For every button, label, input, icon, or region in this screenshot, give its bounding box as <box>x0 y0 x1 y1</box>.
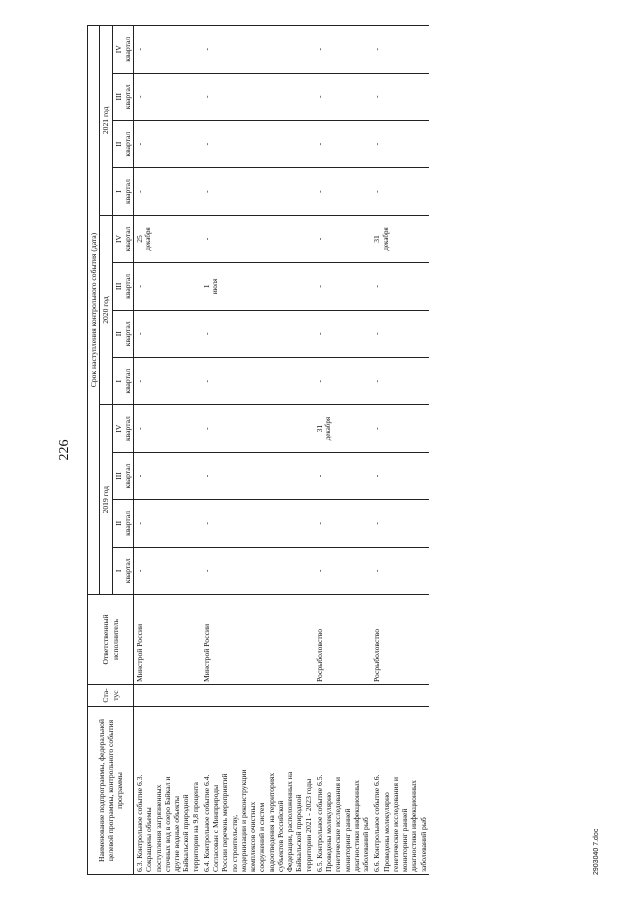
quarter-word: квартал <box>122 510 132 536</box>
cell-value: - <box>201 142 211 146</box>
quarter-cell <box>201 500 314 547</box>
cell-value: - <box>314 285 324 288</box>
event-executor: Росрыболовство <box>314 595 372 685</box>
page-number: 226 <box>57 439 72 461</box>
cell-value: 1 <box>201 284 211 289</box>
cell-month: декабря <box>144 227 153 251</box>
table-body <box>134 26 429 875</box>
quarter-numeral: IV <box>113 424 123 433</box>
quarter-cell <box>134 26 201 74</box>
header-quarter <box>112 500 134 547</box>
cell-value: - <box>135 474 144 478</box>
quarter-cell <box>134 310 201 357</box>
header-quarter <box>112 73 134 120</box>
event-executor: Росрыболовство <box>371 595 429 685</box>
cell-value: - <box>372 285 382 288</box>
quarter-cell <box>134 452 201 499</box>
quarter-word: квартал <box>122 84 132 110</box>
quarter-word: квартал <box>122 179 132 204</box>
quarter-word: квартал <box>122 558 132 584</box>
quarter-cell <box>314 310 372 357</box>
quarter-word: квартал <box>122 131 132 157</box>
quarter-cell <box>314 73 372 120</box>
quarter-numeral: III <box>113 282 123 291</box>
quarter-cell <box>201 547 314 594</box>
cell-value: - <box>372 48 382 51</box>
header-year-2019: 2019 год <box>100 405 112 595</box>
quarter-cell <box>201 168 314 215</box>
quarter-cell <box>134 168 201 215</box>
cell-value: - <box>135 569 144 573</box>
quarter-cell <box>371 547 429 594</box>
quarter-cell <box>134 73 201 120</box>
event-status <box>314 685 372 707</box>
quarter-numeral: IV <box>113 45 123 54</box>
cell-value: - <box>314 237 324 241</box>
event-executor: Минстрой России <box>134 595 201 685</box>
quarter-cell <box>371 120 429 167</box>
quarter-cell <box>371 500 429 547</box>
cell-value: - <box>135 522 144 525</box>
quarter-cell <box>201 26 314 74</box>
header-quarter <box>112 26 134 74</box>
cell-value: - <box>135 379 144 383</box>
cell-value: - <box>314 474 324 478</box>
quarter-word: квартал <box>122 36 132 62</box>
quarter-cell <box>371 263 429 310</box>
cell-value: - <box>201 522 211 525</box>
quarter-cell <box>371 357 429 404</box>
quarter-cell <box>371 26 429 74</box>
quarter-numeral: I <box>113 190 123 193</box>
cell-value: - <box>372 474 382 478</box>
cell-value: 25 <box>135 235 144 243</box>
cell-value: - <box>135 95 144 98</box>
quarter-cell <box>134 215 201 262</box>
cell-value: - <box>372 142 382 146</box>
cell-value: - <box>201 379 211 383</box>
cell-value: - <box>314 569 324 573</box>
quarter-cell <box>134 263 201 310</box>
header-quarter <box>112 120 134 167</box>
quarter-word: квартал <box>122 463 132 489</box>
cell-value: - <box>372 379 382 383</box>
header-status: Ста-тус <box>88 685 134 707</box>
event-status <box>201 685 314 707</box>
table-row <box>314 26 372 875</box>
quarter-cell <box>314 357 372 404</box>
cell-value: - <box>201 474 211 478</box>
cell-value: - <box>372 427 382 430</box>
cell-value: - <box>135 427 144 430</box>
header-quarter <box>112 357 134 404</box>
quarter-numeral: IV <box>113 234 123 243</box>
header-year-2021: 2021 год <box>100 26 112 216</box>
quarter-cell <box>314 263 372 310</box>
quarter-numeral: II <box>113 331 123 337</box>
document-page <box>53 25 600 875</box>
quarter-cell <box>201 120 314 167</box>
header-quarter <box>112 547 134 594</box>
quarter-numeral: I <box>113 379 123 383</box>
header-quarter <box>112 310 134 357</box>
quarter-cell <box>201 452 314 499</box>
cell-value: - <box>372 569 382 573</box>
quarter-word: квартал <box>122 273 132 299</box>
quarter-cell <box>314 500 372 547</box>
quarter-cell <box>134 120 201 167</box>
header-deadline: Срок наступления контрольного события (дата) <box>88 26 100 595</box>
header-quarter <box>112 168 134 215</box>
quarter-cell <box>371 452 429 499</box>
quarter-cell <box>314 547 372 594</box>
header-executor: Ответственный исполнитель <box>88 595 134 685</box>
quarter-cell <box>314 26 372 74</box>
cell-value: - <box>201 427 211 430</box>
quarter-word: квартал <box>122 368 132 394</box>
table-row <box>371 26 429 875</box>
header-row-1 <box>88 26 100 875</box>
header-quarter <box>112 215 134 262</box>
quarter-cell <box>134 500 201 547</box>
cell-value: - <box>314 190 324 193</box>
cell-value: - <box>201 237 211 241</box>
quarter-cell <box>371 73 429 120</box>
quarter-cell <box>134 405 201 452</box>
quarter-word: квартал <box>122 321 132 347</box>
table-row <box>201 26 314 875</box>
cell-value: - <box>314 48 324 51</box>
cell-value: - <box>372 95 382 98</box>
quarter-numeral: II <box>113 141 123 147</box>
cell-value: - <box>372 522 382 525</box>
quarter-cell <box>371 215 429 262</box>
quarter-cell <box>201 263 314 310</box>
quarter-numeral: III <box>113 92 123 101</box>
quarter-cell <box>201 357 314 404</box>
event-name: 6.3. Контрольное событие 6.3. Сокращены объемы поступления загрязненных сточных вод в озеро Байкал и другие водные объекты Байкальской природной территории на 9,8 процента <box>134 707 201 875</box>
quarter-cell <box>371 310 429 357</box>
quarter-cell <box>371 168 429 215</box>
cell-value: - <box>201 569 211 573</box>
cell-value: 31 <box>372 235 382 243</box>
event-status <box>134 685 201 707</box>
cell-value: - <box>314 95 324 98</box>
event-name: 6.5. Контрольное событие 6.5. Проведены молекулярно генетические исследования и мониторинг ранней диагностики инфекционных заболеваний рыб <box>314 707 372 875</box>
cell-value: - <box>372 332 382 336</box>
event-name: 6.4. Контрольное событие 6.4. Согласован с Минприроды России перечень мероприятий по строительству, модернизации и реконструкции комплексов очистных сооружений и систем водоотведения на территориях субъектов Российской Федерации, расположенных на Байкальской природной территории 2021 - 2023 годы <box>201 707 314 875</box>
cell-value: - <box>201 332 211 336</box>
quarter-cell <box>314 168 372 215</box>
quarter-cell <box>314 120 372 167</box>
quarter-cell <box>201 215 314 262</box>
quarter-cell <box>314 215 372 262</box>
cell-value: - <box>201 190 211 193</box>
cell-value: 31 <box>314 424 324 433</box>
event-name: 6.6. Контрольное событие 6.6. Проведены молекулярно генетические исследования и мониторинг ранней диагностики инфекционных заболеваний рыб <box>371 707 429 875</box>
event-status <box>371 685 429 707</box>
cell-value: - <box>314 379 324 383</box>
quarter-cell <box>201 73 314 120</box>
document-footer: 2903040 7.doc <box>593 828 600 875</box>
header-name: Наименование подпрограммы, федеральной целевой программы, контрольного события программы <box>88 707 134 875</box>
cell-value: - <box>135 190 144 193</box>
cell-value: - <box>201 48 211 51</box>
cell-month: декабря <box>324 416 332 441</box>
quarter-numeral: I <box>113 569 123 573</box>
quarter-cell <box>134 357 201 404</box>
cell-value: - <box>135 332 144 336</box>
cell-month: июля <box>211 278 219 295</box>
table-row <box>134 26 201 875</box>
cell-value: - <box>201 95 211 98</box>
header-quarter <box>112 452 134 499</box>
cell-value: - <box>372 190 382 193</box>
cell-value: - <box>314 332 324 336</box>
event-executor: Минстрой России <box>201 595 314 685</box>
quarter-numeral: II <box>113 520 123 526</box>
quarter-word: квартал <box>122 416 132 442</box>
cell-value: - <box>135 285 144 288</box>
cell-month: декабря <box>381 227 390 251</box>
quarter-cell <box>134 547 201 594</box>
header-quarter <box>112 405 134 452</box>
cell-value: - <box>314 142 324 146</box>
cell-value: - <box>314 522 324 525</box>
header-quarter <box>112 263 134 310</box>
cell-value: - <box>135 142 144 146</box>
cell-value: - <box>135 48 144 51</box>
quarter-cell <box>201 310 314 357</box>
quarter-numeral: III <box>113 472 123 480</box>
header-year-2020: 2020 год <box>100 215 112 405</box>
quarter-word: квартал <box>122 226 132 252</box>
quarter-cell <box>371 405 429 452</box>
control-events-table <box>87 25 429 875</box>
quarter-cell <box>314 405 372 452</box>
quarter-cell <box>314 452 372 499</box>
quarter-cell <box>201 405 314 452</box>
